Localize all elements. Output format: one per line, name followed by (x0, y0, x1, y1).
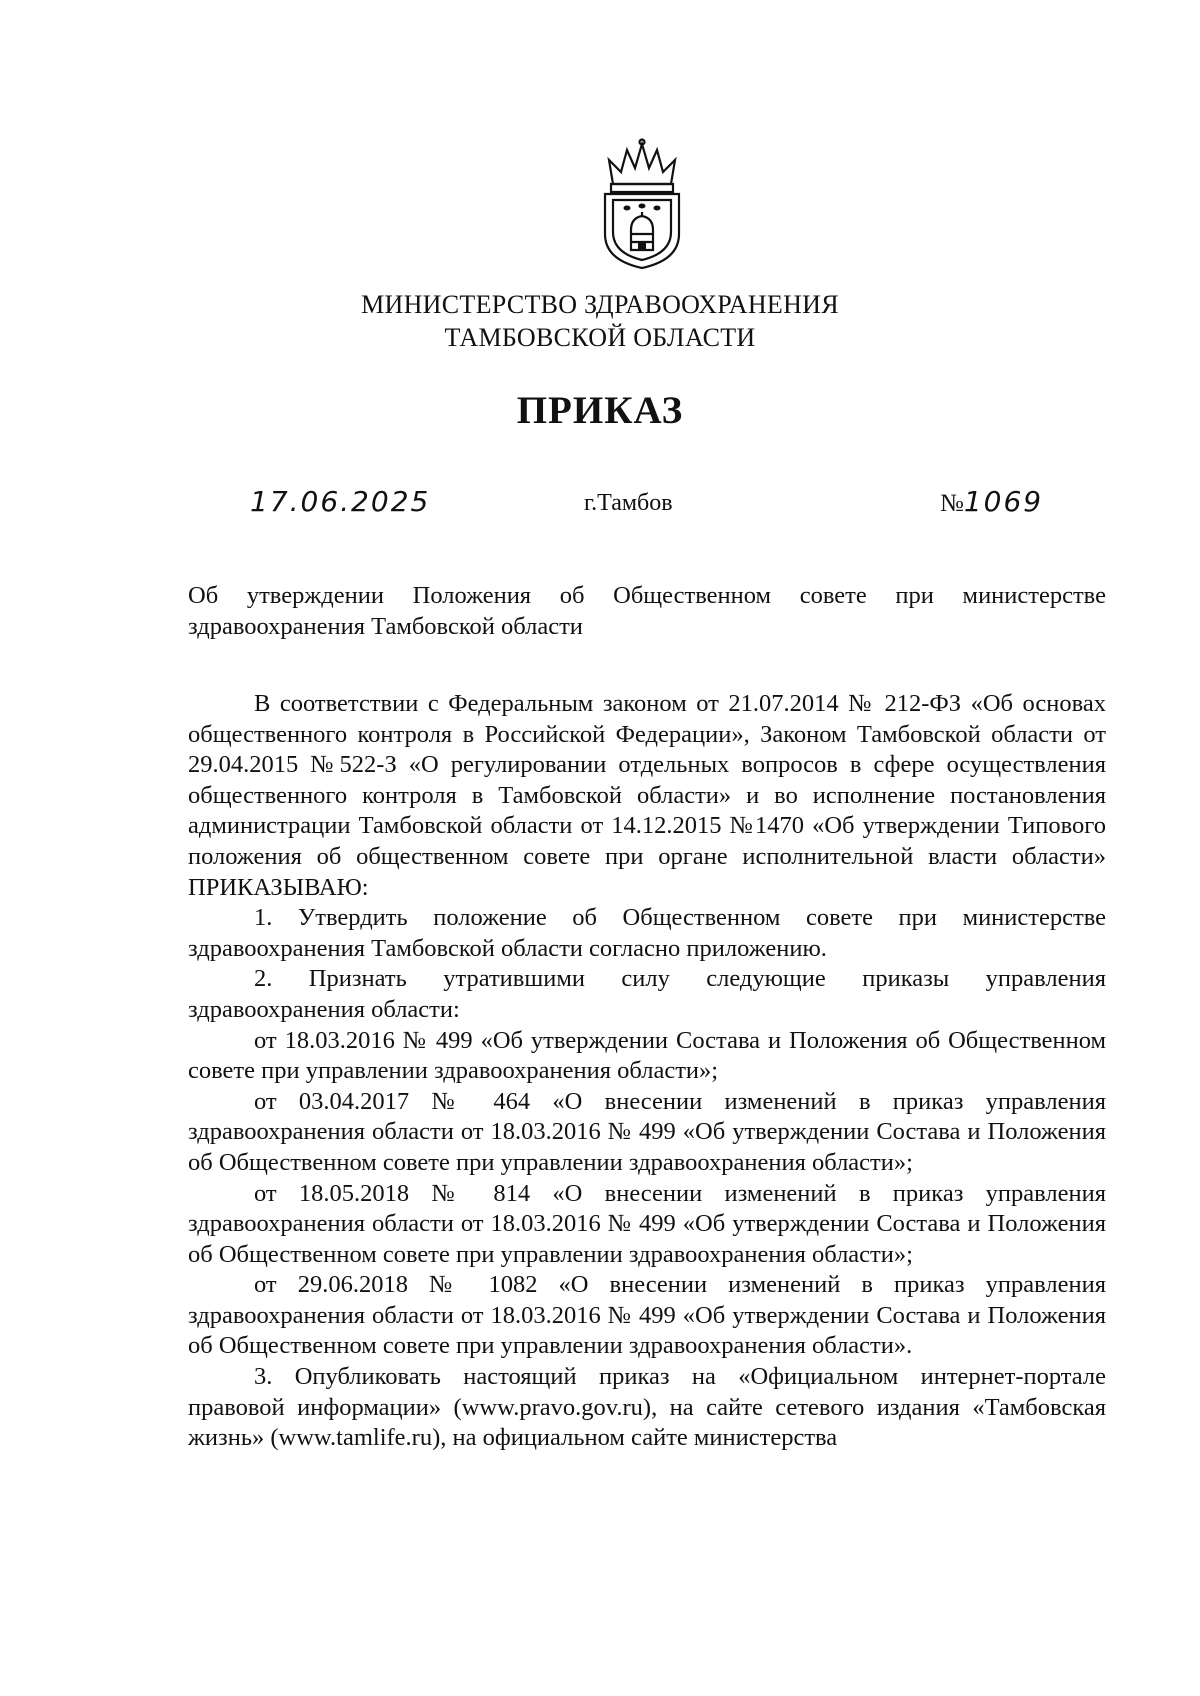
number-sign: № (940, 490, 964, 517)
repealed-order-item: от 29.06.2018 № 1082 «О внесении изменений в приказ управления здравоохранения области от 18.03.2016 № 499 «Об утверждении Состава и Положения об Общественном совете при управлении здравоохранения области». (188, 1271, 1106, 1360)
city-label: г.Тамбов (584, 490, 673, 516)
clause-1-paragraph: 1. Утвердить положение об Общественном совете при министерстве здравоохранения Тамбовской области согласно приложению. (188, 904, 1106, 962)
document-number (940, 485, 1043, 518)
document-title: ПРИКАЗ (516, 389, 684, 432)
ministry-name-line2: ТАМБОВСКОЙ ОБЛАСТИ (444, 323, 756, 352)
repealed-order-item: от 03.04.2017 № 464 «О внесении изменений в приказ управления здравоохранения области от 18.03.2016 № 499 «Об утверждении Состава и Положения об Общественном совете при управлении здравоохранения области»; (188, 1087, 1106, 1176)
clause-2-paragraph: 2. Признать утратившими силу следующие приказы управления здравоохранения области: (188, 965, 1106, 1023)
handwritten-date: 17.06.2025 (250, 485, 431, 518)
preamble-paragraph: В соответствии с Федеральным законом от 21.07.2014 № 212-ФЗ «Об основах общественного контроля в Российской Федерации», Законом Тамбовской области от 29.04.2015 №522-З «О регулировании отдельных вопросов в сфере осуществления общественного контроля в Тамбовской области» и во исполнение постановления администрации Тамбовской области от 14.12.2015 №1470 «Об утверждении Типового положения об общественном совете при органе исполнительной власти области» ПРИКАЗЫВАЮ: (188, 690, 1106, 901)
handwritten-number: 1069 (963, 485, 1044, 518)
coat-of-arms-emblem (597, 138, 687, 270)
clause-3-paragraph: 3. Опубликовать настоящий приказ на «Официальном интернет-портале правовой информации» (www.pravo.gov.ru), на сайте сетевого издания «Тамбовская жизнь» (www.tamlife.ru), на официальном сайте министерства (188, 1363, 1106, 1452)
repealed-order-item: от 18.05.2018 № 814 «О внесении изменений в приказ управления здравоохранения области от 18.03.2016 № 499 «Об утверждении Состава и Положения об Общественном совете при управлении здравоохранения области»; (188, 1179, 1106, 1268)
ministry-name-line1: МИНИСТЕРСТВО ЗДРАВООХРАНЕНИЯ (361, 290, 839, 319)
repealed-order-item: от 18.03.2016 № 499 «Об утверждении Состава и Положения об Общественном совете при управлении здравоохранения области»; (188, 1026, 1106, 1085)
order-body (188, 689, 1106, 1454)
order-subject: Об утверждении Положения об Общественном совете при министерстве здравоохранения Тамбовской области (188, 582, 1106, 640)
